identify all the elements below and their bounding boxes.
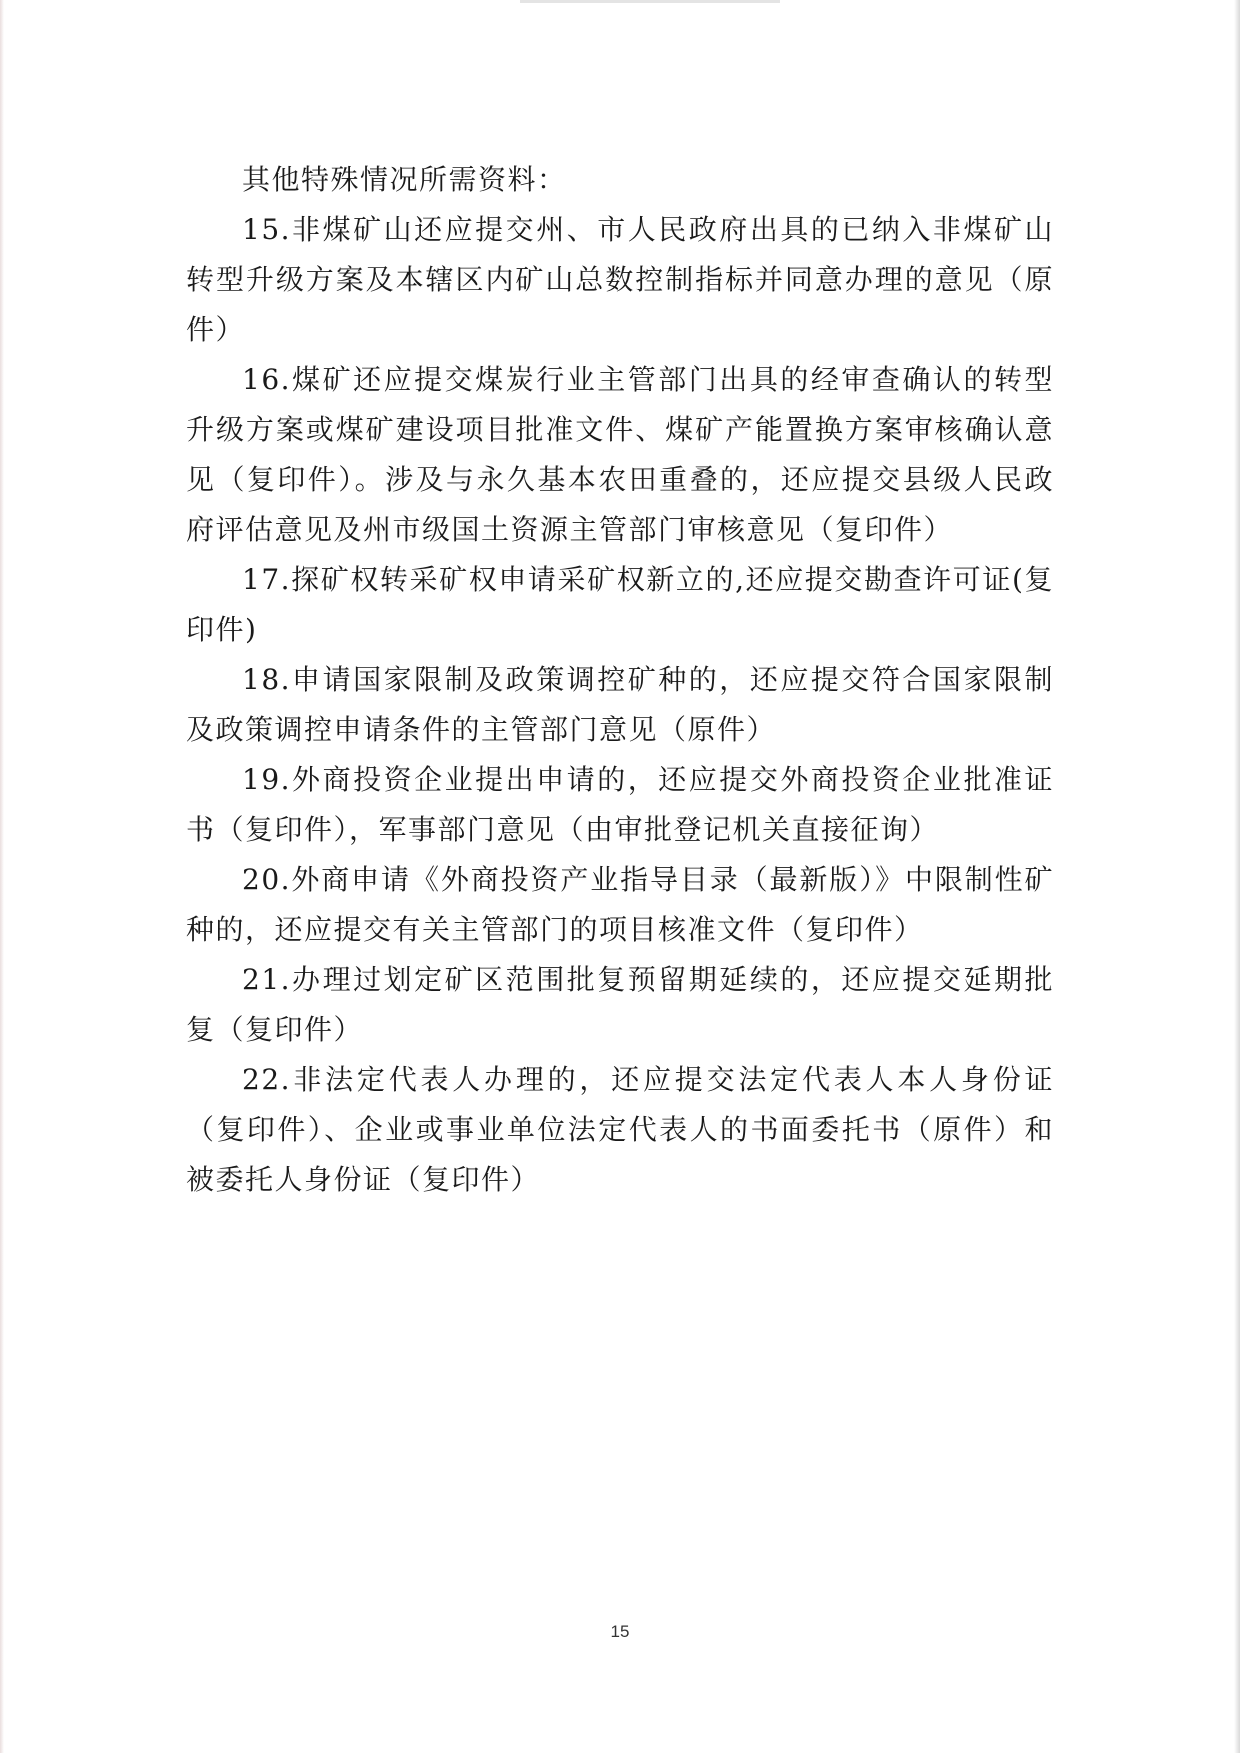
item-17: 17.探矿权转采矿权申请采矿权新立的,还应提交勘查许可证(复印件) [186, 563, 1054, 646]
item-22: 22.非法定代表人办理的，还应提交法定代表人本人身份证（复印件）、企业或事业单位法定代表人的书面委托书（原件）和被委托人身份证（复印件） [186, 1063, 1054, 1196]
page-number: 15 [610, 1622, 630, 1641]
item-21: 21.办理过划定矿区范围批复预留期延续的，还应提交延期批复（复印件） [186, 963, 1054, 1046]
item-20: 20.外商申请《外商投资产业指导目录（最新版）》中限制性矿种的，还应提交有关主管部门的项目核准文件（复印件） [186, 863, 1054, 946]
item-16: 16.煤矿还应提交煤炭行业主管部门出具的经审查确认的转型升级方案或煤矿建设项目批准文件、煤矿产能置换方案审核确认意见（复印件）。涉及与永久基本农田重叠的，还应提交县级人民政府评估意见及州市级国土资源主管部门审核意见（复印件） [186, 363, 1054, 546]
item-18: 18.申请国家限制及政策调控矿种的，还应提交符合国家限制及政策调控申请条件的主管部门意见（原件） [186, 663, 1054, 746]
scan-edge-left [0, 0, 4, 1753]
document-body [186, 155, 1054, 1205]
scan-top-mark [520, 0, 780, 3]
item-19: 19.外商投资企业提出申请的，还应提交外商投资企业批准证书（复印件），军事部门意见（由审批登记机关直接征询） [186, 763, 1054, 846]
section-heading-special-cases: 其他特殊情况所需资料： [242, 163, 567, 196]
item-15: 15.非煤矿山还应提交州、市人民政府出具的已纳入非煤矿山转型升级方案及本辖区内矿山总数控制指标并同意办理的意见（原件） [186, 213, 1054, 346]
scan-edge-right [1234, 0, 1240, 1753]
